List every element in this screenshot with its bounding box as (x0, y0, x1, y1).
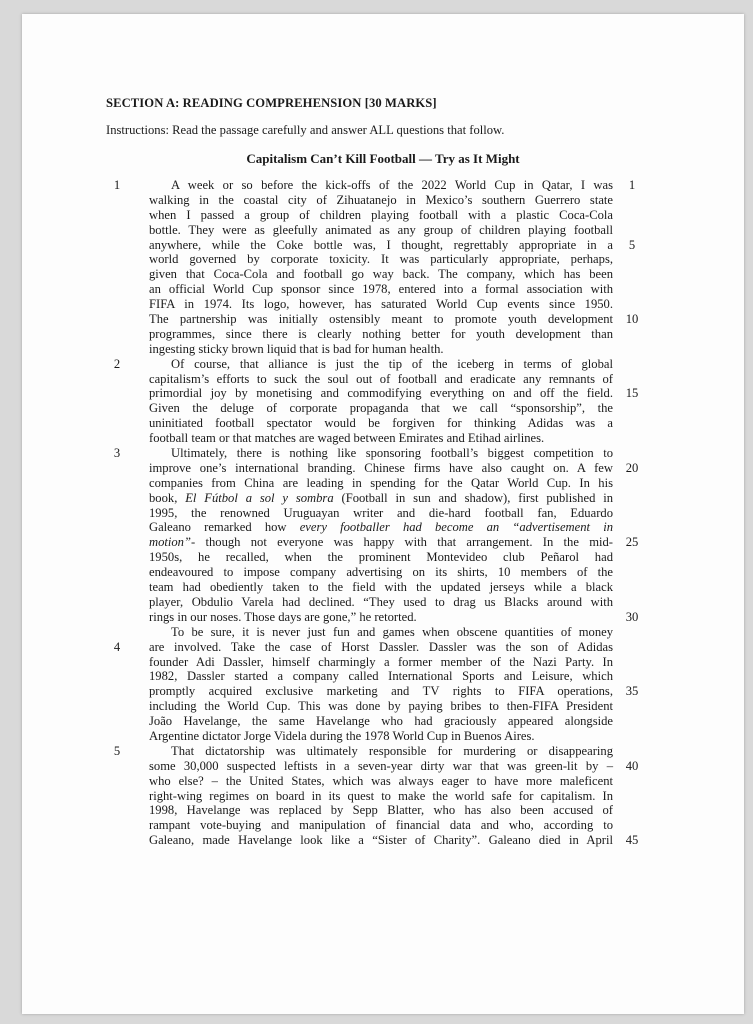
line-text: endeavoured to impose company advertising on its shirts, 10 members of the (149, 565, 613, 580)
line-text: A week or so before the kick-offs of the 2022 World Cup in Qatar, I was (171, 178, 613, 192)
passage-line (22, 416, 744, 431)
line-text: programmes, since there is clearly nothing better for youth development than (149, 326, 613, 341)
passage-line (22, 297, 744, 312)
paragraph-number: 5 (113, 743, 121, 758)
line-number: 15 (625, 386, 639, 401)
paragraph-number: 4 (113, 639, 121, 654)
line-text: bottle. They were as gleefully animated as any group of children playing football (149, 222, 613, 237)
passage-line (22, 744, 744, 759)
passage-line (22, 669, 744, 684)
line-number: 20 (625, 460, 639, 475)
line-text: anywhere, while the Coke bottle was, I thought, regrettably appropriate in a (149, 237, 613, 252)
passage-line (22, 655, 744, 670)
line-text: player, Obdulio Varela had declined. “They used to drag us Blacks around with (149, 594, 613, 609)
passage-line (22, 461, 744, 476)
passage-line (22, 729, 744, 744)
passage-line (22, 833, 744, 848)
passage-line (22, 193, 744, 208)
line-text: motion”- though not everyone was happy with that arrangement. In the mid- (149, 535, 613, 550)
line-text: promptly acquired exclusive marketing and TV rights to FIFA operations, (149, 684, 613, 699)
passage-line (22, 565, 744, 580)
line-text: who else? – the United States, which was always eager to have more maleficent (149, 773, 613, 788)
line-number: 5 (628, 237, 636, 252)
line-text: an official World Cup sponsor since 1978, entered into a formal association with (149, 282, 613, 297)
line-text: rampant vote-buying and manipulation of financial data and who, according to (149, 818, 613, 833)
line-text: Argentine dictator Jorge Videla during the 1978 World Cup in Buenos Aires. (149, 728, 535, 743)
line-text: FIFA in 1974. Its logo, however, has saturated World Cup events since 1950. (149, 297, 613, 312)
line-number: 40 (625, 758, 639, 773)
line-text: team had obediently taken to the field with the updated jerseys while a black (149, 580, 613, 595)
line-text: 1995, the renowned Uruguayan writer and die-hard football fan, Eduardo (149, 505, 613, 520)
line-text: improve one’s international branding. Chinese firms have also caught on. A few (149, 460, 613, 475)
line-text: walking in the coastal city of Zihuatanejo in Mexico’s southern Guerrero state (149, 192, 613, 207)
passage-line (22, 610, 744, 625)
line-text: That dictatorship was ultimately responsible for murdering or disappearing (171, 743, 613, 758)
line-text: Given the deluge of corporate propaganda that we call “sponsorship”, the (149, 401, 613, 416)
passage-line (22, 491, 744, 506)
line-number: 25 (625, 535, 639, 550)
passage-line (22, 684, 744, 699)
passage-line (22, 342, 744, 357)
passage-line (22, 386, 744, 401)
line-text: founder Adi Dassler, himself charmingly a former member of the Nazi Party. In (149, 654, 613, 669)
passage-line (22, 714, 744, 729)
line-text: are involved. Take the case of Horst Dassler. Dassler was the son of Adidas (149, 639, 613, 654)
line-text: primordial joy by monetising and commodifying everything on and off the field. (149, 386, 613, 401)
passage-line (22, 431, 744, 446)
line-text: football team or that matches are waged between Emirates and Etihad airlines. (149, 431, 545, 446)
line-text: book, El Fútbol a sol y sombra (Football in sun and shadow), first published in (149, 490, 614, 505)
line-number: 10 (625, 312, 639, 327)
passage-line (22, 446, 744, 461)
line-number: 30 (625, 609, 639, 624)
passage-line (22, 625, 744, 640)
line-text: uninitiated football spectator would be forgiven for thinking Adidas was a (149, 416, 613, 431)
document-page (22, 14, 744, 1014)
line-number: 45 (625, 833, 639, 848)
line-text: rings in our noses. Those days are gone,” he retorted. (149, 609, 417, 624)
passage-line (22, 818, 744, 833)
passage-line (22, 252, 744, 267)
line-text: To be sure, it is never just fun and games when obscene quantities of money (171, 624, 613, 639)
passage-line (22, 774, 744, 789)
passage-line (22, 238, 744, 253)
line-text: Of course, that alliance is just the tip of the iceberg in terms of global (171, 356, 613, 371)
passage-line (22, 178, 744, 193)
passage-line (22, 208, 744, 223)
paragraph-number: 2 (113, 356, 121, 371)
passage-line (22, 327, 744, 342)
passage-line (22, 506, 744, 521)
passage-line (22, 401, 744, 416)
instructions-text: Instructions: Read the passage carefully and answer ALL questions that follow. (106, 123, 505, 137)
passage-line (22, 535, 744, 550)
passage-title: Capitalism Can’t Kill Football — Try as It Might (246, 151, 520, 166)
passage-line (22, 699, 744, 714)
line-text: ingesting sticky brown liquid that is bad for human health. (149, 341, 444, 356)
passage-line (22, 789, 744, 804)
passage-line (22, 223, 744, 238)
line-text: including the World Cup. This was done by paying bribes to then-FIFA President (149, 699, 613, 714)
line-text: world governed by corporate toxicity. It was particularly appropriate, perhaps, (149, 252, 613, 267)
line-text: capitalism’s efforts to suck the soul out of football and eradicate any remnants of (149, 371, 613, 386)
passage-line (22, 312, 744, 327)
paragraph-number: 1 (113, 178, 121, 192)
passage-line (22, 803, 744, 818)
passage-line (22, 267, 744, 282)
section-heading: SECTION A: READING COMPREHENSION [30 MARKS] (106, 96, 437, 110)
line-number: 1 (628, 178, 636, 192)
passage-line (22, 372, 744, 387)
line-text: 1998, Havelange was replaced by Sepp Blatter, who has also been accused of (149, 803, 613, 818)
line-text: 1982, Dassler started a company called International Sports and Leisure, which (149, 669, 613, 684)
line-text: Galeano remarked how every footballer had become an “advertisement in (149, 520, 613, 535)
line-text: given that Coca-Cola and football go way back. The company, which has been (149, 267, 613, 282)
passage-line (22, 476, 744, 491)
passage-line (22, 520, 744, 535)
passage-line (22, 640, 744, 655)
passage-line (22, 550, 744, 565)
passage-line (22, 282, 744, 297)
line-text: The partnership was initially ostensibly meant to promote youth development (149, 312, 613, 327)
line-text: companies from China are leading in spending for the Qatar World Cup. In his (149, 475, 613, 490)
passage-line (22, 357, 744, 372)
line-number: 35 (625, 684, 639, 699)
line-text: Ultimately, there is nothing like sponsoring football’s biggest competition to (171, 446, 613, 461)
paragraph-number: 3 (113, 446, 121, 461)
line-text: right-wing regimes on board in its quest to make the world safe for capitalism. In (149, 788, 613, 803)
line-text: Galeano, made Havelange look like a “Sister of Charity”. Galeano died in April (149, 833, 613, 848)
line-text: 1950s, he recalled, when the prominent Montevideo club Peñarol had (149, 550, 613, 565)
passage-line (22, 580, 744, 595)
reading-passage (22, 178, 744, 848)
passage-line (22, 759, 744, 774)
line-text: João Havelange, the same Havelange who had graciously appeared alongside (149, 714, 613, 729)
line-text: some 30,000 suspected leftists in a seven-year dirty war that was green-lit by – (149, 758, 613, 773)
passage-line (22, 595, 744, 610)
line-text: when I passed a group of children playing football with a plastic Coca-Cola (149, 207, 613, 222)
